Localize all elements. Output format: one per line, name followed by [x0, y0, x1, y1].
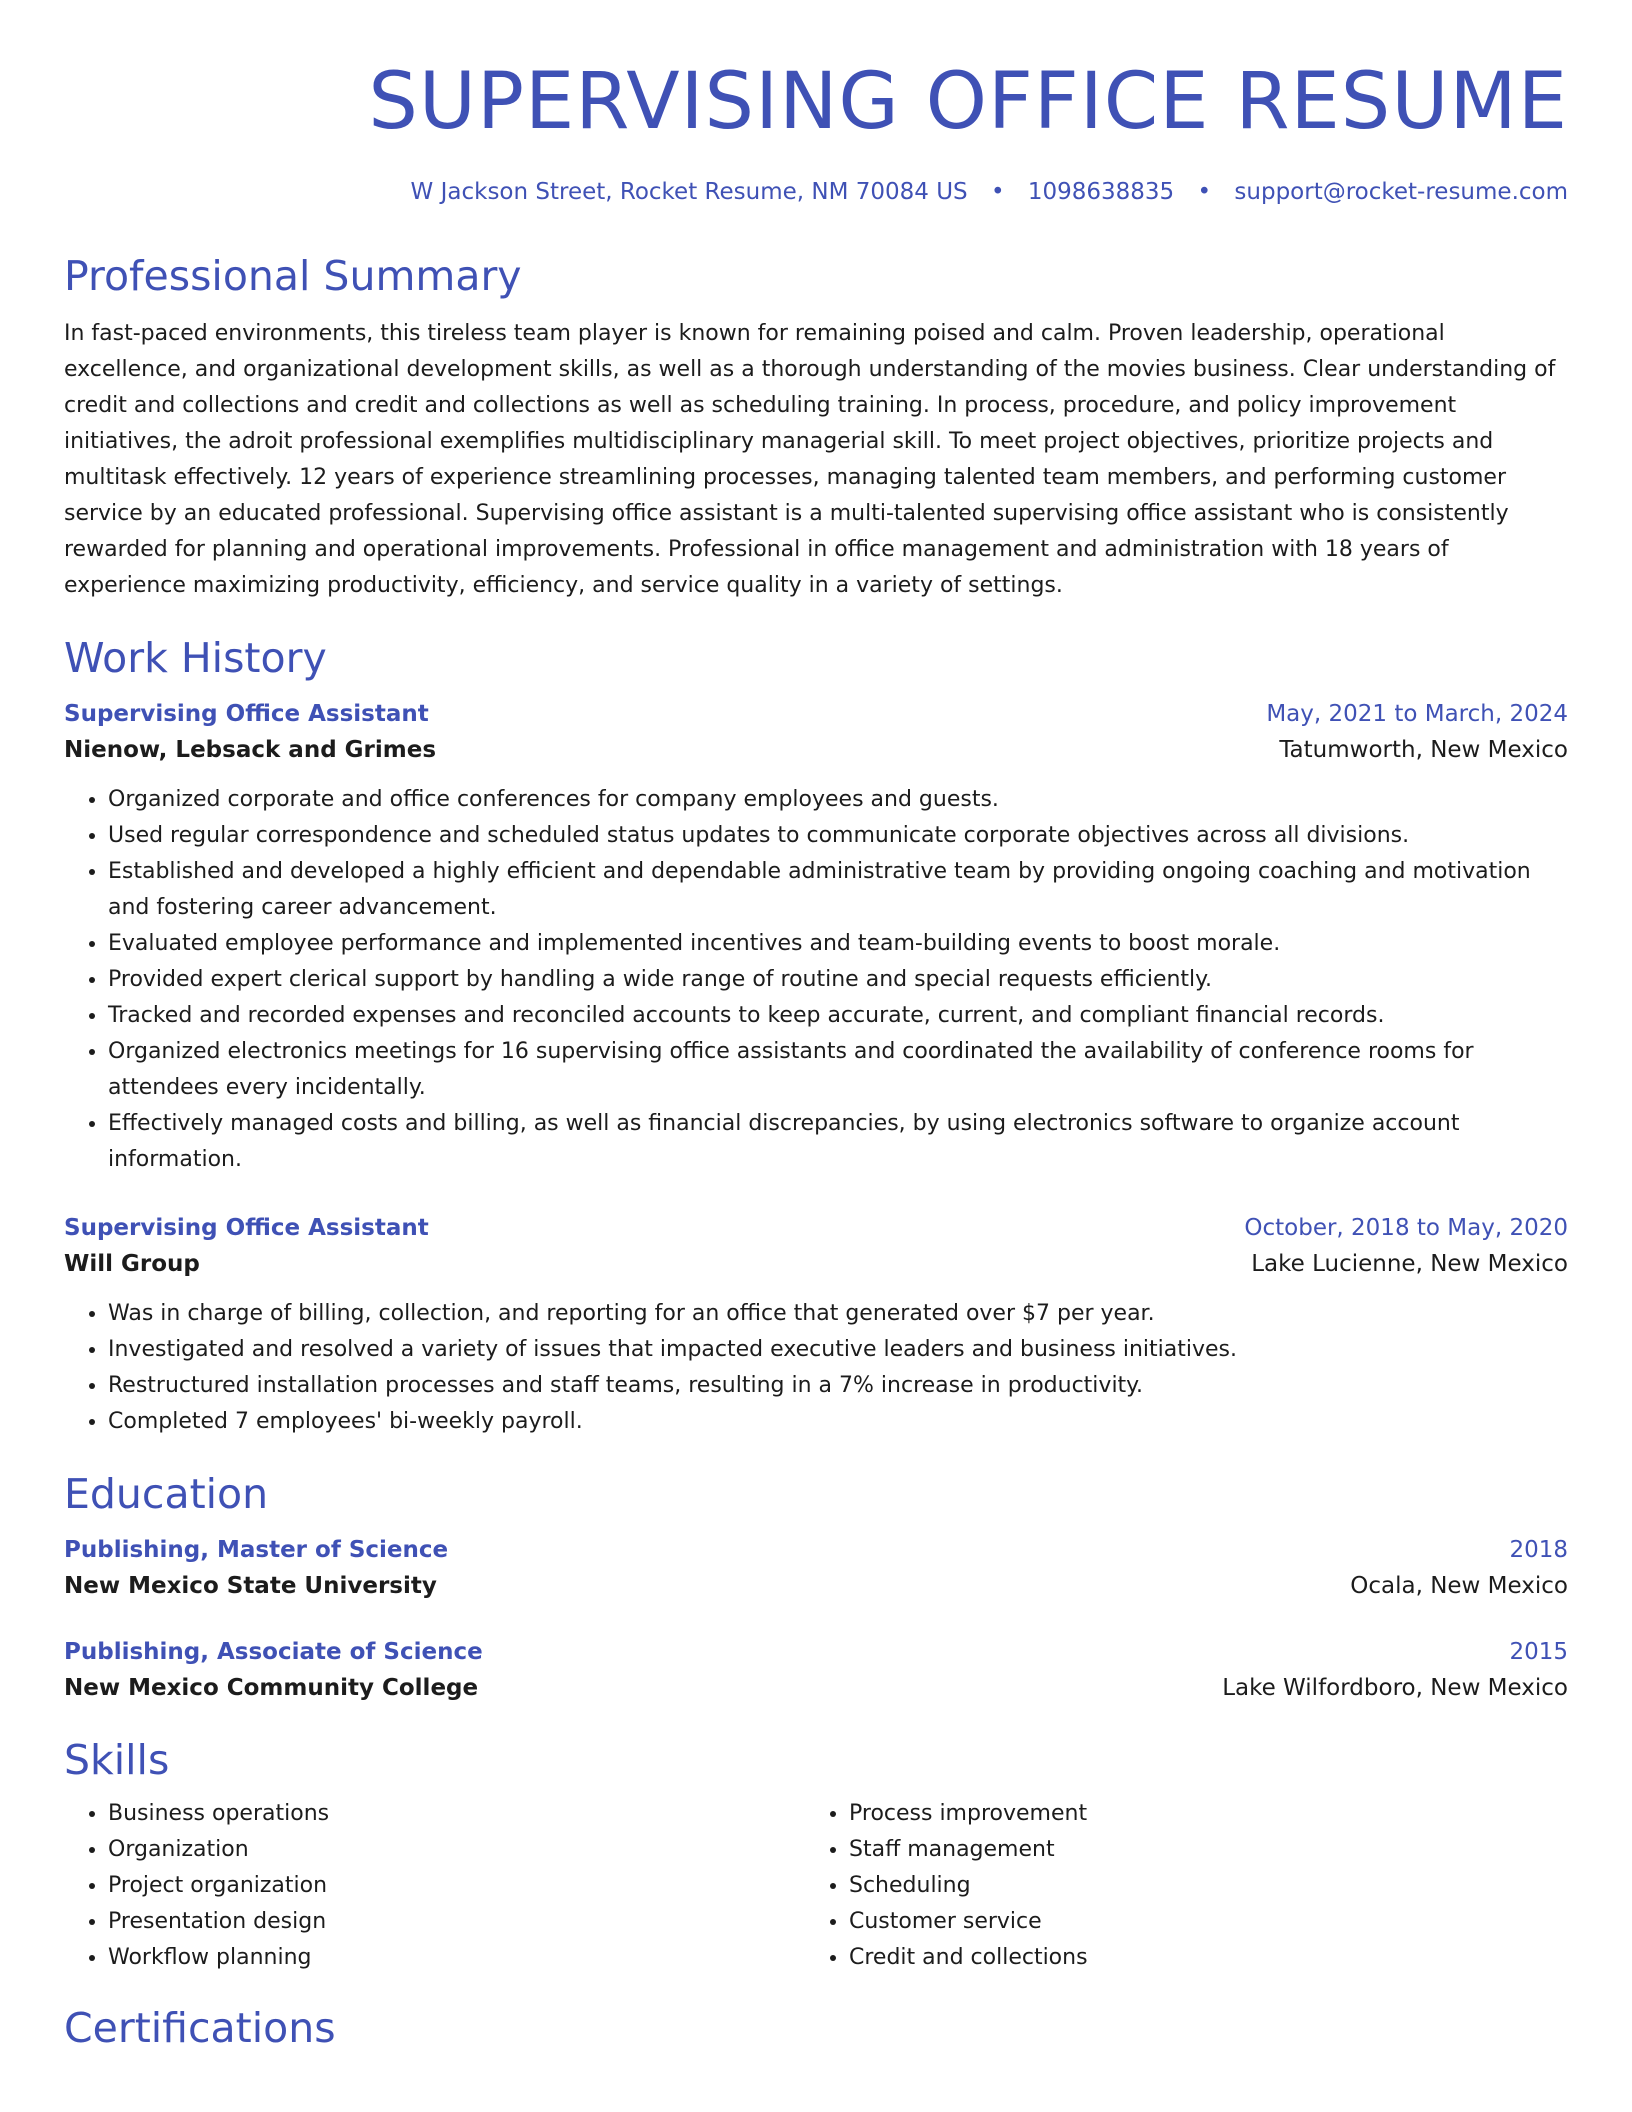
- job-bullet: • Effectively managed costs and billing, as well as financial discrepancies, by using electronics software to organize account information.: [108, 1106, 1568, 1178]
- skill-item: • Presentation design: [108, 1904, 805, 1940]
- job-bullet: • Was in charge of billing, collection, and reporting for an office that generated over $7 per year.: [108, 1296, 1568, 1332]
- summary-text: In fast-paced environments, this tireless team player is known for remaining poised and calm. Proven leadership, operational excellence, and organizational development skills, as well as a thorough understanding of the movies business. Clear understanding of credit and collections and credit and collections as well as scheduling training. In process, procedure, and policy improvement initiatives, the adroit professional exemplifies multidisciplinary managerial skill. To meet project objectives, prioritize projects and multitask effectively. 12 years of experience streamlining processes, managing talented team members, and performing customer service by an educated professional. Supervising office assistant is a multi-talented supervising office assistant who is consistently rewarded for planning and operational improvements. Professional in office management and administration with 18 years of experience maximizing productivity, efficiency, and service quality in a variety of settings.: [64, 321, 1556, 598]
- job-bullets: [64, 1296, 1568, 1440]
- skill-item: • Credit and collections: [849, 1940, 1546, 1976]
- resume-page: [64, 0, 1568, 2054]
- job-bullet: • Established and developed a highly efficient and dependable administrative team by providing ongoing coaching and motivation and fostering career advancement.: [108, 854, 1568, 926]
- job-bullet: • Investigated and resolved a variety of issues that impacted executive leaders and business initiatives.: [108, 1332, 1568, 1368]
- job-bullet: • Evaluated employee performance and implemented incentives and team-building events to boost morale.: [108, 926, 1568, 962]
- job-bullet: • Tracked and recorded expenses and reconciled accounts to keep accurate, current, and compliant financial records.: [108, 998, 1568, 1034]
- education-location: Lake Wilfordboro, New Mexico: [1222, 1675, 1568, 1701]
- job-dates: October, 2018 to May, 2020: [1244, 1215, 1568, 1241]
- job-bullet: • Restructured installation processes and staff teams, resulting in a 7% increase in productivity.: [108, 1368, 1568, 1404]
- contact-separator: •: [990, 179, 1005, 205]
- job-company-row: [64, 1244, 1568, 1284]
- skills-list: [805, 1796, 1546, 1976]
- education-year: 2015: [1509, 1639, 1568, 1665]
- education-degree: Publishing, Master of Science: [64, 1537, 449, 1563]
- skills-column-right: [805, 1796, 1546, 1976]
- education-degree-row: [64, 1636, 1568, 1668]
- education-degree: Publishing, Associate of Science: [64, 1639, 483, 1665]
- job-company: Nienow, Lebsack and Grimes: [64, 737, 437, 763]
- job-company: Will Group: [64, 1251, 200, 1277]
- skills-list: [64, 1796, 805, 1976]
- job-dates: May, 2021 to March, 2024: [1266, 701, 1568, 727]
- education-year: 2018: [1509, 1537, 1568, 1563]
- job-company-row: [64, 730, 1568, 770]
- skills-grid: [64, 1796, 1568, 1976]
- skills-heading: Skills: [64, 1736, 170, 1784]
- work-history-heading: Work History: [64, 634, 327, 682]
- skill-item: • Scheduling: [849, 1868, 1546, 1904]
- education-school-row: [64, 1668, 1568, 1708]
- contact-separator: •: [1197, 179, 1212, 205]
- job-bullet: • Completed 7 employees' bi-weekly payroll.: [108, 1404, 1568, 1440]
- skill-item: • Staff management: [849, 1832, 1546, 1868]
- skill-item: • Process improvement: [849, 1796, 1546, 1832]
- contact-address: W Jackson Street, Rocket Resume, NM 70084 US: [410, 179, 968, 205]
- contact-email: support@rocket-resume.com: [1234, 179, 1568, 205]
- job-title-row: [64, 1212, 1568, 1244]
- education-heading: Education: [64, 1470, 269, 1518]
- skill-item: • Business operations: [108, 1796, 805, 1832]
- job-role: Supervising Office Assistant: [64, 701, 429, 727]
- job-entry: [64, 1212, 1568, 1440]
- skill-item: • Project organization: [108, 1868, 805, 1904]
- education-school-row: [64, 1566, 1568, 1606]
- education-school: New Mexico State University: [64, 1573, 437, 1599]
- job-title-row: [64, 698, 1568, 730]
- education-school: New Mexico Community College: [64, 1675, 479, 1701]
- skills-column-left: [64, 1796, 805, 1976]
- job-bullet: • Organized corporate and office conferences for company employees and guests.: [108, 782, 1568, 818]
- job-entry: [64, 698, 1568, 1178]
- summary-heading: Professional Summary: [64, 252, 522, 300]
- job-bullets: [64, 782, 1568, 1178]
- certifications-heading: Certifications: [64, 2004, 336, 2052]
- job-bullet: • Used regular correspondence and scheduled status updates to communicate corporate objectives across all divisions.: [108, 818, 1568, 854]
- skill-item: • Customer service: [849, 1904, 1546, 1940]
- job-bullet: • Organized electronics meetings for 16 supervising office assistants and coordinated the availability of conference rooms for attendees every incidentally.: [108, 1034, 1568, 1106]
- job-bullet: • Provided expert clerical support by handling a wide range of routine and special requests efficiently.: [108, 962, 1568, 998]
- contact-info: [64, 176, 1568, 208]
- education-entry: [64, 1534, 1568, 1606]
- skill-item: • Organization: [108, 1832, 805, 1868]
- job-location: Lake Lucienne, New Mexico: [1251, 1251, 1568, 1277]
- education-location: Ocala, New Mexico: [1350, 1573, 1568, 1599]
- contact-phone: 1098638835: [1027, 179, 1175, 205]
- skill-item: • Workflow planning: [108, 1940, 805, 1976]
- education-degree-row: [64, 1534, 1568, 1566]
- job-location: Tatumworth, New Mexico: [1279, 737, 1568, 763]
- resume-title: SUPERVISING OFFICE RESUME: [368, 57, 1568, 147]
- job-role: Supervising Office Assistant: [64, 1215, 429, 1241]
- education-entry: [64, 1636, 1568, 1708]
